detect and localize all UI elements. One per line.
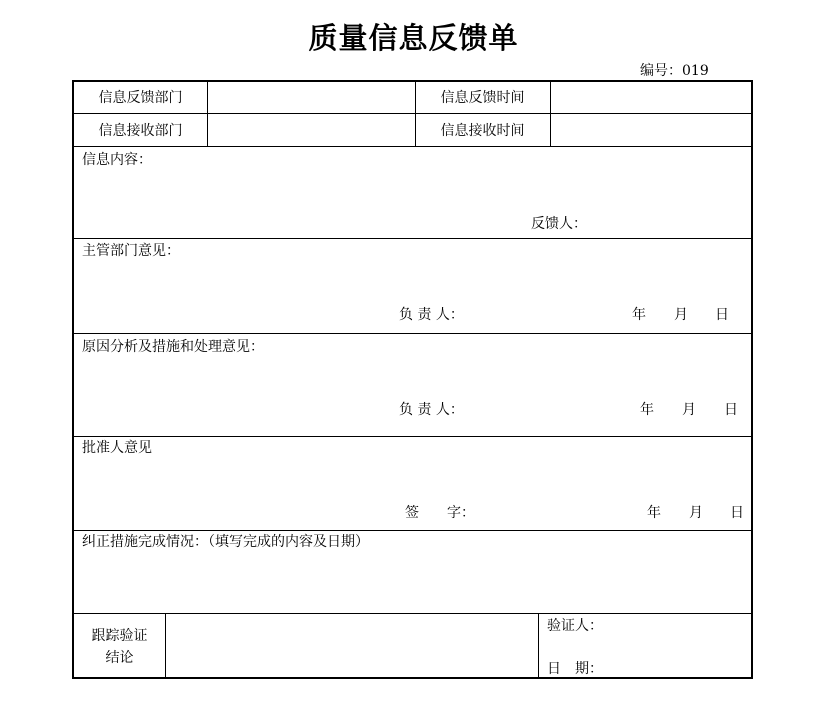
row-divider (74, 613, 753, 614)
column-divider (538, 613, 539, 679)
dept-day-label: 日 (715, 307, 729, 323)
cause-year-label: 年 (640, 402, 654, 418)
cause-month-label: 月 (682, 402, 696, 418)
verification-label-line1: 跟踪验证 (91, 628, 148, 644)
cause-day-label: 日 (724, 402, 738, 418)
dept-year-label: 年 (632, 307, 646, 323)
approver-month-label: 月 (689, 505, 703, 521)
feedback-person-label: 反馈人： (531, 216, 587, 232)
info-content-label: 信息内容： (82, 152, 152, 168)
approver-opinion-label: 批准人意见 (82, 440, 152, 456)
receive-time-label: 信息接收时间 (440, 123, 525, 139)
row-divider (74, 530, 753, 531)
form-title: 质量信息反馈单 (308, 21, 519, 55)
receive-dept-label: 信息接收部门 (98, 123, 183, 139)
approver-year-label: 年 (647, 505, 661, 521)
cause-analysis-label: 原因分析及措施和处理意见： (82, 339, 264, 355)
feedback-dept-label: 信息反馈部门 (98, 90, 183, 106)
column-divider (550, 82, 551, 146)
dept-opinion-label: 主管部门意见： (82, 243, 180, 259)
row-divider (74, 146, 753, 147)
verifier-label: 验证人： (547, 618, 603, 634)
cause-responsible-label: 负 责 人： (399, 402, 464, 418)
feedback-form (72, 80, 753, 679)
approver-day-label: 日 (730, 505, 744, 521)
verification-label-line2: 结论 (105, 650, 134, 666)
row-divider (74, 436, 753, 437)
row-divider (74, 113, 753, 114)
dept-responsible-label: 负 责 人： (399, 307, 464, 323)
serial-number: 编号：019 (640, 63, 709, 79)
correction-status-label: 纠正措施完成情况：（填写完成的内容及日期） (82, 534, 369, 550)
verification-date-label: 日 期： (547, 661, 603, 677)
column-divider (207, 82, 208, 146)
row-divider (74, 238, 753, 239)
column-divider (165, 613, 166, 679)
approver-sign-label: 签 字： (405, 505, 475, 521)
row-divider (74, 333, 753, 334)
dept-month-label: 月 (674, 307, 688, 323)
feedback-time-label: 信息反馈时间 (440, 90, 525, 106)
